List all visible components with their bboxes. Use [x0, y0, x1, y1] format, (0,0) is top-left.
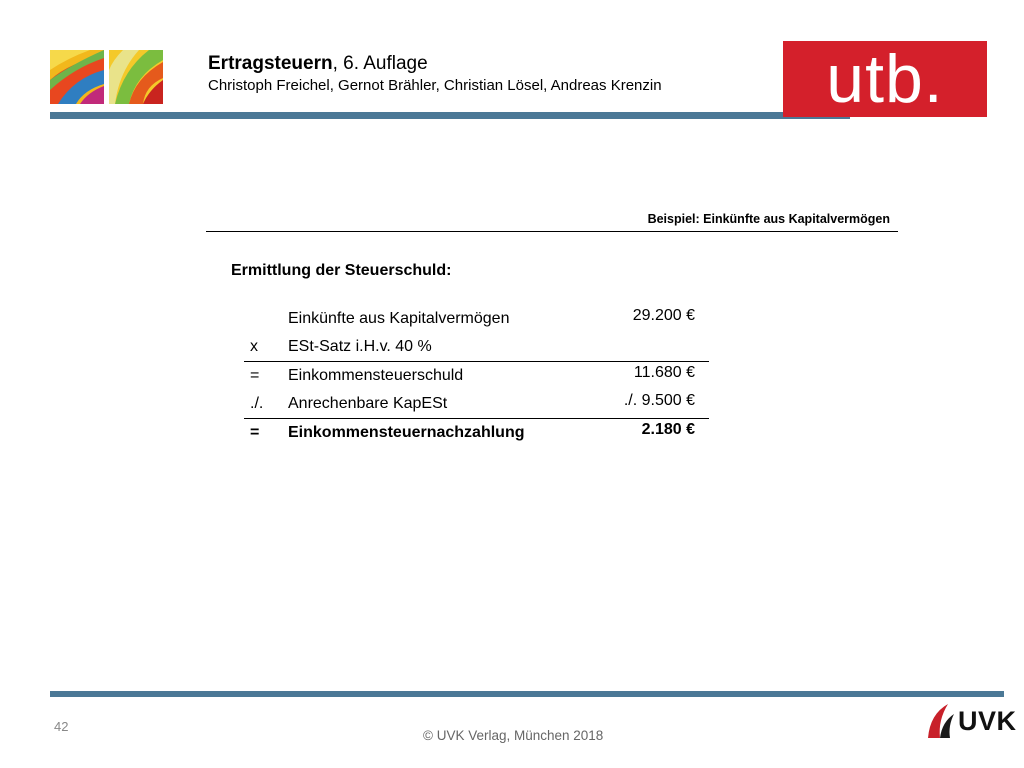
- cover-artwork-image-1: [50, 50, 104, 104]
- calc-row-income: [244, 305, 709, 333]
- row-operator: ./.: [250, 395, 264, 412]
- header-bar: [50, 112, 850, 119]
- row-label: ESt-Satz i.H.v. 40 %: [288, 338, 432, 355]
- row-operator: x: [250, 338, 258, 355]
- book-title-edition: , 6. Auflage: [332, 53, 428, 74]
- uvk-logo: [926, 700, 1017, 742]
- copyright-notice: © UVK Verlag, München 2018: [423, 728, 604, 743]
- row-amount: 29.200 €: [632, 307, 695, 324]
- row-amount: 2.180 €: [641, 421, 695, 438]
- tax-calculation-table: [244, 305, 709, 447]
- row-label: Einkommensteuerschuld: [288, 367, 464, 384]
- calc-row-creditable-tax: [244, 390, 709, 418]
- row-label: Einkommensteuernachzahlung: [288, 424, 525, 441]
- title-block: [208, 53, 662, 96]
- row-amount: 11.680 €: [633, 364, 695, 381]
- calc-row-tax-rate: [244, 333, 709, 361]
- authors: Christoph Freichel, Gernot Brähler, Christian Lösel, Andreas Krenzin: [208, 77, 662, 94]
- uvk-sail-icon: [926, 702, 956, 740]
- example-divider: [206, 231, 898, 232]
- footer-bar: [50, 691, 1004, 697]
- row-operator: =: [250, 424, 260, 441]
- utb-logo-text: utb.: [826, 41, 944, 117]
- row-label: Einkünfte aus Kapitalvermögen: [288, 310, 510, 327]
- row-amount: ./. 9.500 €: [623, 392, 695, 409]
- uvk-logo-text: UVK: [958, 705, 1017, 736]
- calc-row-additional-payment: [244, 419, 709, 447]
- book-title-main: Ertragsteuern: [208, 53, 333, 74]
- calc-row-tax-liability: [244, 362, 709, 390]
- utb-logo: [783, 41, 987, 117]
- page-number: 42: [54, 719, 69, 734]
- cover-artwork-image-2: [109, 50, 163, 104]
- book-title: [208, 53, 662, 75]
- section-heading: Ermittlung der Steuerschuld:: [231, 262, 452, 279]
- row-label: Anrechenbare KapESt: [288, 395, 448, 412]
- example-label: Beispiel: Einkünfte aus Kapitalvermögen: [647, 212, 890, 226]
- row-operator: =: [250, 367, 260, 384]
